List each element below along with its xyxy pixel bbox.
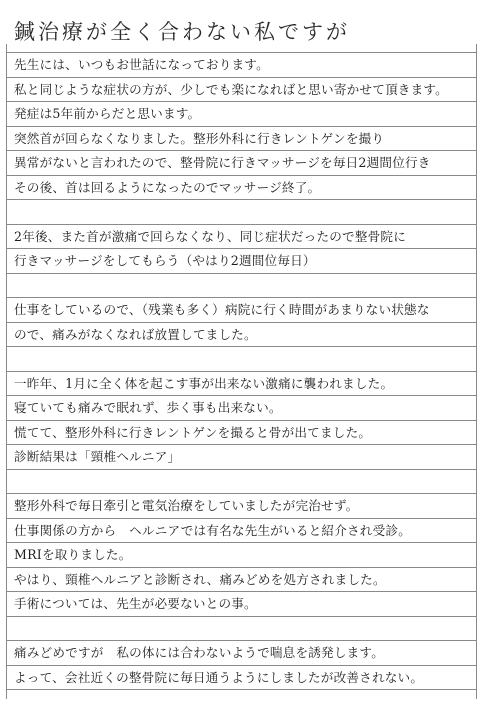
ruled-line: [6, 346, 476, 347]
ruled-line: [6, 420, 476, 421]
ruled-line: [6, 493, 476, 494]
ruled-line: [6, 52, 476, 53]
letter-line: 異常がないと言われたので、整骨院に行きマッサージを毎日2週間位行き: [14, 155, 431, 170]
ruled-line: [6, 175, 476, 176]
ruled-line: [6, 542, 476, 543]
letter-line: その後、首は回るようになったのでマッサージ終了。: [14, 179, 321, 195]
letter-line: 仕事をしているので、（残業も多く）病院に行く時間があまりない状態な: [14, 302, 430, 317]
ruled-line: [6, 322, 476, 323]
letter-line: 一昨年、1月に全く体を起こす事が出来ない激痛に襲われました。: [14, 375, 394, 391]
ruled-line: [6, 297, 476, 298]
ruled-line: [6, 371, 476, 372]
ruled-line: [6, 469, 476, 470]
letter-line: MRIを取りました。: [14, 547, 132, 562]
ruled-line: [6, 126, 476, 127]
letter-line: 整形外科で毎日牽引と電気治療をしていましたが完治せず。: [14, 498, 359, 513]
ruled-line: [6, 640, 476, 641]
ruled-line: [6, 616, 476, 617]
letter-line: ので、痛みがなくなれば放置してました。: [14, 326, 257, 342]
letter-line: 私と同じような症状の方が、少しでも楽になればと思い寄かせて頂きます。: [14, 81, 448, 97]
ruled-line: [6, 273, 476, 274]
page-title: 鍼治療が全く合わない私ですが: [14, 20, 350, 44]
ruled-line: [6, 591, 476, 592]
ruled-line: [6, 248, 476, 249]
ruled-line: [6, 224, 476, 225]
letter-line: よって、会社近くの整骨院に毎日通うようにしましたが改善されない。: [14, 669, 424, 685]
ruled-line: [6, 518, 476, 519]
letter-line: やはり、頸椎ヘルニアと診断され、痛みどめを処方されました。: [14, 571, 386, 587]
ruled-line: [6, 77, 476, 78]
letter-line: 寝ていても痛みで眠れず、歩く事も出来ない。: [14, 400, 282, 415]
ruled-line: [6, 101, 476, 102]
ruled-line: [6, 665, 476, 666]
letter-line: 痛みどめですが 私の体には合わないようで喘息を誘発します。: [14, 645, 385, 660]
letter-line: 2年後、また首が激痛で回らなくなり、同じ症状だったので整骨院に: [14, 228, 407, 244]
letter-line: 行きマッサージをしてもらう（やはり2週間位毎日）: [14, 253, 316, 268]
ruled-line: [6, 567, 476, 568]
letter-line: 慌てて、整形外科に行きレントゲンを撮ると骨が出てました。: [14, 424, 372, 440]
right-margin-line: [476, 44, 477, 699]
letter-line: 突然首が回らなくなりました。整形外科に行きレントゲンを撮り: [14, 130, 385, 146]
letter-line: 手術については、先生が必要ないとの事。: [14, 596, 257, 611]
letter-line: 仕事関係の方から ヘルニアでは有名な先生がいると紹介され受診。: [14, 522, 411, 538]
letter-line: 発症は5年前からだと思います。: [14, 106, 201, 121]
ruled-line: [6, 199, 476, 200]
ruled-line: [6, 689, 476, 690]
ruled-line: [6, 444, 476, 445]
ruled-line: [6, 395, 476, 396]
letter-line: 診断結果は「頸椎ヘルニア」: [14, 449, 181, 464]
letter-line: 先生には、いつもお世話になっております。: [14, 57, 269, 72]
left-margin-line: [6, 44, 7, 699]
ruled-line: [6, 150, 476, 151]
